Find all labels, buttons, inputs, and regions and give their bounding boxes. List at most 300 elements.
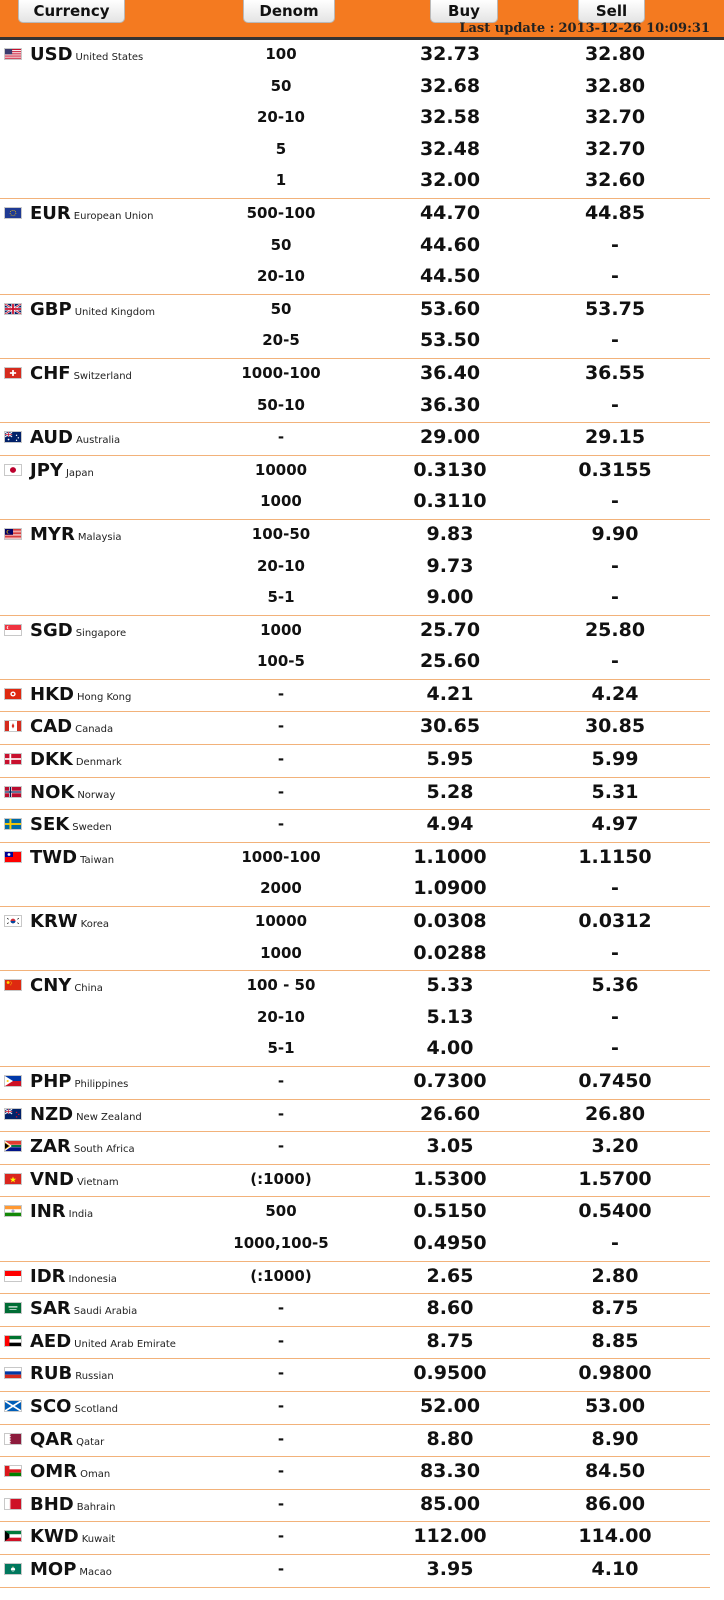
denomination: -: [277, 717, 285, 736]
currency-name: [30, 363, 132, 384]
table-row: [0, 1262, 710, 1294]
sell-rate: 26.80: [584, 1102, 646, 1125]
ch-flag-icon: [4, 367, 22, 379]
currency-row-idr: [0, 1262, 710, 1295]
denomination: -: [277, 782, 285, 801]
buy-rate: 32.73: [419, 43, 481, 65]
sell-rate: 84.50: [584, 1460, 646, 1483]
sa-flag-icon: [4, 1302, 22, 1314]
buy-rate: 32.00: [419, 169, 481, 192]
denomination: 100: [265, 45, 297, 63]
country-name: Singapore: [75, 627, 127, 639]
sell-rate: 1.5700: [578, 1167, 652, 1190]
denomination: 10000: [254, 912, 308, 931]
table-row: [0, 262, 710, 294]
sell-rate: 5.36: [591, 974, 639, 997]
table-row: [0, 166, 710, 198]
sell-rate: 53.75: [584, 297, 646, 320]
currency-row-sco: [0, 1392, 710, 1425]
currency-name: [30, 1363, 114, 1384]
denomination: -: [277, 1429, 285, 1448]
sell-rate: 53.00: [584, 1394, 646, 1417]
table-row: [0, 103, 710, 135]
sell-rate: 32.80: [584, 74, 646, 97]
buy-rate: 8.80: [426, 1427, 474, 1450]
header-bar: [0, 0, 724, 40]
currency-row-nzd: [0, 1100, 710, 1133]
currency-row-gbp: [0, 295, 710, 359]
denomination: 20-10: [257, 108, 305, 127]
sell-rate: 9.90: [591, 522, 639, 545]
buy-rate: 112.00: [413, 1525, 487, 1548]
table-row: [0, 1294, 710, 1326]
sell-rate: 30.85: [584, 715, 646, 738]
currency-row-cad: [0, 712, 710, 745]
currency-row-twd: [0, 843, 710, 907]
denomination: -: [277, 1462, 285, 1481]
vn-flag-icon: [4, 1173, 22, 1185]
buy-rate: 0.0288: [413, 941, 487, 964]
country-name: Sweden: [72, 822, 112, 834]
jp-flag-icon: [4, 464, 22, 476]
denomination: 20-10: [257, 267, 305, 286]
buy-rate: 52.00: [419, 1394, 481, 1417]
denomination: 50-10: [257, 395, 305, 414]
buy-rate: 3.05: [426, 1135, 474, 1158]
sell-rate: 32.60: [584, 169, 646, 192]
table-row: [0, 295, 710, 327]
currency-name: [30, 749, 122, 770]
currency-row-vnd: [0, 1165, 710, 1198]
in-flag-icon: [4, 1205, 22, 1217]
us-flag-icon: [4, 48, 22, 60]
buy-rate: 0.7300: [413, 1070, 487, 1092]
mo-flag-icon: [4, 1563, 22, 1575]
sell-rate: 0.5400: [578, 1200, 652, 1223]
denomination: -: [277, 1137, 285, 1156]
table-row: [0, 778, 710, 810]
table-row: [0, 1522, 710, 1554]
buy-rate: 5.33: [426, 974, 474, 997]
denomination: 20-10: [257, 556, 305, 575]
currency-code: PHP: [30, 1071, 72, 1092]
currency-row-sek: [0, 810, 710, 843]
sell-rate: -: [611, 1037, 619, 1060]
denomination: 10000: [254, 460, 308, 479]
currency-name: [30, 975, 103, 996]
country-name: Switzerland: [73, 370, 132, 382]
currency-code: MOP: [30, 1558, 77, 1580]
denomination: 50: [270, 235, 292, 254]
currency-name: [30, 1201, 93, 1222]
country-name: Philippines: [74, 1079, 129, 1090]
buy-rate: 25.70: [419, 618, 481, 641]
kw-flag-icon: [4, 1530, 22, 1542]
country-name: European Union: [73, 210, 154, 222]
buy-rate: 0.3130: [413, 458, 487, 481]
currency-code: QAR: [30, 1428, 74, 1450]
table-row: [0, 135, 710, 167]
country-name: Norway: [77, 789, 116, 801]
country-name: Denmark: [75, 757, 122, 769]
currency-column-button[interactable]: Currency: [18, 0, 125, 23]
buy-rate: 1.0900: [413, 877, 487, 900]
buy-rate: 9.83: [426, 522, 474, 545]
country-name: Vietnam: [76, 1176, 119, 1188]
last-update-value: 2013-12-26 10:09:31: [558, 21, 710, 36]
sell-column-button[interactable]: Sell: [578, 0, 645, 23]
sell-rate: -: [611, 265, 619, 288]
sell-rate: -: [611, 233, 619, 256]
denomination: -: [277, 1072, 285, 1090]
table-row: [0, 1165, 710, 1197]
denomination: 5-1: [267, 1039, 295, 1058]
table-row: [0, 971, 710, 1003]
sell-rate: 5.99: [591, 748, 639, 771]
denomination: 1: [275, 171, 287, 190]
table-row: [0, 487, 710, 519]
denomination: 100-50: [251, 524, 311, 543]
currency-name: [30, 1396, 118, 1417]
currency-row-chf: [0, 359, 710, 423]
table-row: [0, 745, 710, 777]
currency-row-kwd: [0, 1522, 710, 1555]
table-row: [0, 199, 710, 231]
sell-rate: 0.7450: [578, 1070, 652, 1092]
currency-name: [30, 911, 109, 932]
sell-rate: 4.97: [591, 813, 639, 836]
table-row: [0, 1392, 710, 1424]
sell-rate: 25.80: [584, 618, 646, 641]
sell-rate: -: [611, 586, 619, 609]
country-name: China: [74, 983, 103, 995]
currency-code: CAD: [30, 716, 73, 738]
buy-rate: 5.95: [426, 748, 474, 771]
last-update-label: Last update :: [459, 21, 555, 36]
country-name: Saudi Arabia: [73, 1306, 138, 1318]
currency-row-aud: [0, 423, 710, 456]
currency-row-aed: [0, 1327, 710, 1360]
denomination: -: [277, 428, 285, 447]
id-flag-icon: [4, 1270, 22, 1282]
buy-rate: 83.30: [419, 1460, 481, 1483]
table-row: [0, 1132, 710, 1164]
sell-rate: 32.70: [584, 106, 646, 129]
currency-code: CNY: [30, 975, 72, 997]
sell-rate: 5.31: [591, 780, 639, 803]
currency-row-sgd: [0, 616, 710, 680]
currency-name: [30, 814, 112, 835]
denomination: -: [277, 1494, 285, 1513]
table-row: [0, 1490, 710, 1522]
buy-rate: 9.73: [426, 554, 474, 577]
no-flag-icon: [4, 786, 22, 798]
buy-rate: 85.00: [419, 1492, 481, 1515]
country-name: United Arab Emirate: [74, 1338, 176, 1350]
table-row: [0, 423, 710, 455]
country-name: New Zealand: [76, 1111, 142, 1123]
cn-flag-icon: [4, 979, 22, 991]
eu-flag-icon: [4, 207, 22, 219]
sell-rate: -: [611, 490, 619, 513]
currency-name: [30, 1559, 112, 1580]
buy-rate: 0.9500: [413, 1362, 487, 1385]
sell-rate: 32.70: [584, 137, 646, 160]
bh-flag-icon: [4, 1498, 22, 1510]
country-name: United Kingdom: [74, 306, 155, 318]
buy-rate: 5.13: [426, 1005, 474, 1028]
currency-row-usd: [0, 40, 710, 199]
currency-code: SEK: [30, 814, 70, 836]
currency-row-mop: [0, 1555, 710, 1588]
currency-code: NZD: [30, 1103, 74, 1125]
currency-name: [30, 716, 113, 737]
currency-code: AUD: [30, 427, 73, 449]
tw-flag-icon: [4, 851, 22, 863]
buy-rate: 25.60: [419, 650, 481, 673]
buy-rate: 0.3110: [413, 490, 487, 513]
sell-rate: 8.85: [591, 1329, 639, 1352]
denomination: 20-10: [257, 1007, 305, 1026]
nz-flag-icon: [4, 1108, 22, 1120]
sell-rate: -: [611, 1231, 619, 1254]
currency-row-zar: [0, 1132, 710, 1165]
currency-code: SGD: [30, 619, 73, 641]
currency-code: IDR: [30, 1265, 66, 1287]
currency-code: GBP: [30, 298, 72, 320]
table-row: [0, 391, 710, 423]
currency-row-omr: [0, 1457, 710, 1490]
table-row: [0, 843, 710, 875]
currency-name: [30, 782, 115, 803]
buy-rate: 36.30: [419, 393, 481, 416]
denomination: 5-1: [267, 588, 295, 607]
currency-name: [30, 847, 114, 868]
currency-row-dkk: [0, 745, 710, 778]
denomination: (:1000): [250, 1266, 312, 1285]
buy-rate: 44.70: [419, 201, 481, 224]
currency-code: HKD: [30, 683, 74, 705]
table-row: [0, 1555, 710, 1587]
currency-name: [30, 684, 131, 705]
za-flag-icon: [4, 1140, 22, 1152]
buy-rate: 1.1000: [413, 845, 487, 868]
currency-name: [30, 1104, 142, 1125]
currency-row-php: [0, 1067, 710, 1100]
buy-rate: 4.21: [426, 682, 474, 705]
buy-rate: 53.60: [419, 297, 481, 320]
denomination: 1000-100: [241, 363, 321, 382]
currency-code: RUB: [30, 1363, 73, 1385]
denomination: 1000-100: [241, 847, 321, 866]
buy-rate: 4.00: [426, 1037, 474, 1060]
buy-rate: 4.94: [426, 813, 474, 836]
ca-flag-icon: [4, 720, 22, 732]
table-row: [0, 583, 710, 615]
denom-column-button[interactable]: Denom: [243, 0, 335, 23]
sell-rate: 0.3155: [578, 458, 652, 481]
ru-flag-icon: [4, 1367, 22, 1379]
currency-code: AED: [30, 1330, 72, 1352]
currency-name: [30, 1169, 119, 1190]
currency-name: [30, 460, 94, 481]
table-row: [0, 1457, 710, 1489]
denomination: -: [277, 1364, 285, 1383]
country-name: Taiwan: [80, 854, 115, 866]
buy-rate: 30.65: [419, 715, 481, 738]
country-name: Oman: [80, 1469, 111, 1481]
currency-row-myr: [0, 520, 710, 616]
sell-rate: -: [611, 554, 619, 577]
sell-rate: 114.00: [578, 1525, 652, 1548]
country-name: Scotland: [74, 1403, 118, 1415]
currency-code: NOK: [30, 781, 75, 803]
last-update: [455, 21, 710, 36]
country-name: Qatar: [76, 1436, 105, 1448]
currency-row-rub: [0, 1359, 710, 1392]
currency-row-eur: [0, 199, 710, 295]
buy-rate: 0.0308: [413, 910, 487, 933]
denomination: 100-5: [257, 652, 305, 671]
sg-flag-icon: [4, 624, 22, 636]
currency-code: EUR: [30, 202, 71, 224]
sco-flag-icon: [4, 1400, 22, 1412]
table-row: [0, 40, 710, 72]
table-row: [0, 1359, 710, 1391]
qa-flag-icon: [4, 1433, 22, 1445]
denomination: -: [277, 815, 285, 834]
buy-rate: 8.75: [426, 1329, 474, 1352]
country-name: India: [68, 1209, 94, 1221]
country-name: Hong Kong: [76, 691, 132, 703]
currency-code: SCO: [30, 1395, 72, 1417]
table-row: [0, 1034, 710, 1066]
buy-rate: 8.60: [426, 1297, 474, 1320]
country-name: Japan: [65, 467, 94, 479]
table-row: [0, 712, 710, 744]
buy-rate: 0.4950: [413, 1231, 487, 1254]
ph-flag-icon: [4, 1075, 22, 1087]
ae-flag-icon: [4, 1335, 22, 1347]
buy-rate: 29.00: [419, 426, 481, 449]
denomination: -: [277, 1396, 285, 1415]
currency-code: DKK: [30, 749, 73, 771]
denomination: 1000,100-5: [233, 1233, 329, 1252]
denomination: 1000: [260, 492, 302, 511]
denomination: -: [277, 1559, 285, 1578]
table-row: [0, 616, 710, 648]
currency-name: [30, 1298, 137, 1319]
currency-name: [30, 427, 120, 448]
sell-rate: 8.90: [591, 1427, 639, 1450]
currency-row-inr: [0, 1197, 710, 1261]
currency-row-cny: [0, 971, 710, 1067]
currency-row-sar: [0, 1294, 710, 1327]
sell-rate: 1.1150: [578, 845, 652, 868]
table-row: [0, 520, 710, 552]
hk-flag-icon: [4, 688, 22, 700]
sell-rate: -: [611, 329, 619, 352]
currency-name: [30, 1071, 128, 1092]
se-flag-icon: [4, 818, 22, 830]
sell-rate: -: [611, 1005, 619, 1028]
currency-row-jpy: [0, 456, 710, 520]
table-row: [0, 810, 710, 842]
uk-flag-icon: [4, 303, 22, 315]
denomination: 500-100: [246, 203, 316, 222]
currency-code: MYR: [30, 523, 75, 545]
table-row: [0, 939, 710, 971]
currency-name: [30, 524, 122, 545]
country-name: South Africa: [73, 1144, 135, 1156]
country-name: Canada: [75, 724, 114, 736]
currency-code: CHF: [30, 362, 71, 384]
table-row: [0, 907, 710, 939]
denomination: -: [277, 684, 285, 703]
table-row: [0, 647, 710, 679]
currency-code: KRW: [30, 911, 78, 933]
table-row: [0, 1327, 710, 1359]
sell-rate: 4.10: [591, 1557, 639, 1580]
denomination: (:1000): [250, 1169, 312, 1188]
buy-rate: 32.48: [419, 137, 481, 160]
currency-name: [30, 1136, 135, 1157]
denomination: -: [277, 1104, 285, 1123]
currency-code: KWD: [30, 1526, 79, 1548]
currency-name: [30, 299, 155, 320]
sell-rate: -: [611, 941, 619, 964]
table-row: [0, 359, 710, 391]
sell-rate: 36.55: [584, 361, 646, 384]
buy-rate: 0.5150: [413, 1200, 487, 1223]
table-row: [0, 231, 710, 263]
sell-rate: 0.9800: [578, 1362, 652, 1385]
buy-column-button[interactable]: Buy: [430, 0, 498, 23]
sell-rate: -: [611, 393, 619, 416]
country-name: Russian: [75, 1371, 114, 1383]
country-name: United States: [75, 52, 144, 63]
currency-name: [30, 620, 126, 641]
table-row: [0, 680, 710, 712]
buy-rate: 26.60: [419, 1102, 481, 1125]
buy-rate: 9.00: [426, 586, 474, 609]
au-flag-icon: [4, 431, 22, 443]
sell-rate: -: [611, 650, 619, 673]
country-name: Kuwait: [81, 1534, 116, 1546]
currency-code: VND: [30, 1168, 74, 1190]
currency-name: [30, 1461, 110, 1482]
denomination: 50: [270, 76, 292, 95]
table-row: [0, 874, 710, 906]
currency-code: INR: [30, 1201, 66, 1223]
currency-code: USD: [30, 44, 73, 65]
currency-code: ZAR: [30, 1136, 71, 1158]
country-name: Macao: [79, 1566, 112, 1578]
kr-flag-icon: [4, 915, 22, 927]
currency-name: [30, 1494, 115, 1515]
denomination: 50: [270, 299, 292, 318]
table-row: [0, 1003, 710, 1035]
country-name: Malaysia: [77, 531, 122, 543]
sell-rate: 4.24: [591, 682, 639, 705]
buy-rate: 36.40: [419, 361, 481, 384]
currency-name: [30, 1331, 176, 1352]
table-row: [0, 1100, 710, 1132]
sell-rate: 0.0312: [578, 910, 652, 933]
sell-rate: 32.80: [584, 43, 646, 65]
buy-rate: 5.28: [426, 780, 474, 803]
denomination: -: [277, 750, 285, 769]
